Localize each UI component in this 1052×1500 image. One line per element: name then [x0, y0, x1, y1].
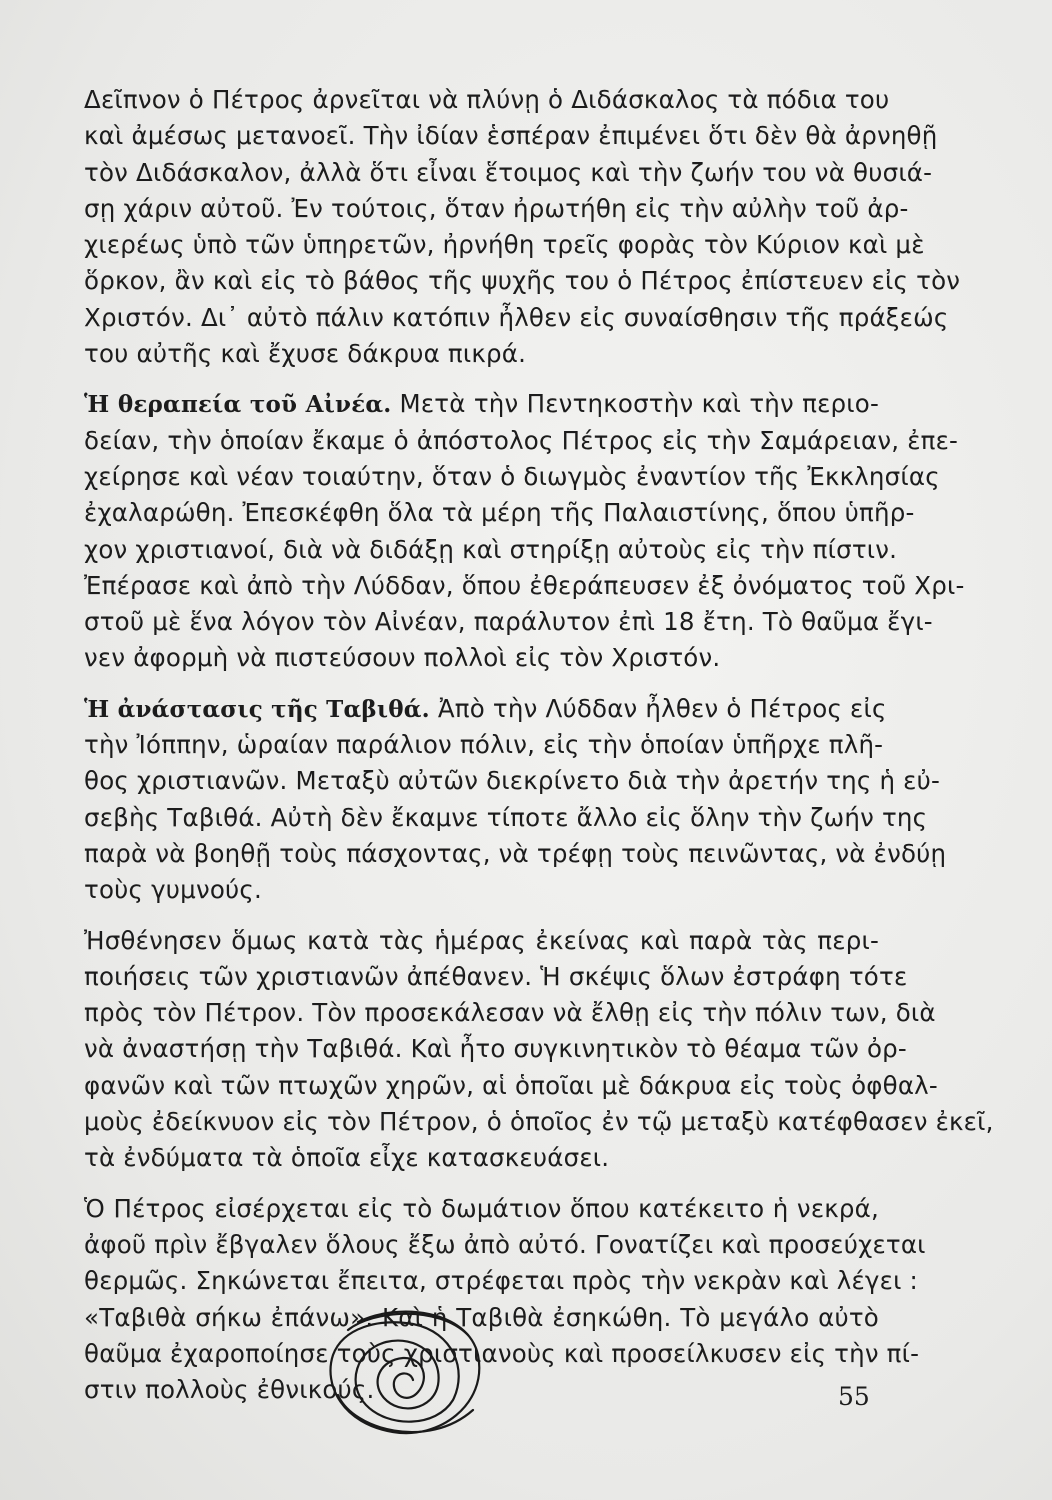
- text-line: τὴν Ἰόππην, ὡραίαν παράλιον πόλιν, εἰς τὴν ὁποίαν ὑπῆρχε πλῆ-: [84, 730, 884, 760]
- section-aineas: [84, 386, 965, 676]
- first-line-text: Ἀπὸ τὴν Λύδδαν ἦλθεν ὁ Πέτρος εἰς: [437, 693, 887, 723]
- text-line: Ἠσθένησεν ὅμως κατὰ τὰς ἡμέρας ἐκείνας καὶ παρὰ τὰς περι-: [84, 925, 879, 955]
- section-heading-aineas: Ἡ θεραπεία τοῦ Αἰνέα.: [84, 391, 392, 419]
- text-line: νὰ ἀναστήσῃ τὴν Ταβιθά. Καὶ ἦτο συγκινητικὸν τὸ θέαμα τῶν ὀρ-: [84, 1034, 907, 1064]
- text-line: παρὰ νὰ βοηθῇ τοὺς πάσχοντας, νὰ τρέφῃ τοὺς πεινῶντας, νὰ ἐνδύῃ: [84, 838, 947, 868]
- section-tabitha: [84, 691, 947, 909]
- text-line: του αὐτῆς καὶ ἔχυσε δάκρυα πικρά.: [84, 339, 527, 369]
- text-line: σῃ χάριν αὐτοῦ. Ἐν τούτοις, ὅταν ἠρωτήθη εἰς τὴν αὐλὴν τοῦ ἀρ-: [84, 193, 909, 223]
- page-number: 55: [838, 1382, 870, 1411]
- text-line: θερμῶς. Σηκώνεται ἔπειτα, στρέφεται πρὸς τὴν νεκρὰν καὶ λέγει :: [84, 1266, 919, 1296]
- text-line: «Ταβιθὰ σήκω ἐπάνω». Καὶ ἡ Ταβιθὰ ἐσηκώθη. Τὸ μεγάλο αὐτὸ: [84, 1302, 879, 1332]
- text-line: [84, 386, 879, 422]
- text-line: [84, 691, 887, 727]
- text-line: φανῶν καὶ τῶν πτωχῶν χηρῶν, αἱ ὁποῖαι μὲ δάκρυα εἰς τοὺς ὀφθαλ-: [84, 1070, 938, 1100]
- text-line: νεν ἀφορμὴ νὰ πιστεύσουν πολλοὶ εἰς τὸν Χριστόν.: [84, 643, 721, 673]
- text-line: Ἐπέρασε καὶ ἀπὸ τὴν Λύδδαν, ὅπου ἐθεράπευσεν ἐξ ὀνόματος τοῦ Χρι-: [84, 570, 965, 600]
- text-line: θος χριστιανῶν. Μεταξὺ αὐτῶν διεκρίνετο διὰ τὴν ἀρετήν της ἡ εὐ-: [84, 766, 941, 796]
- text-line: χείρησε καὶ νέαν τοιαύτην, ὅταν ὁ διωγμὸς ἐναντίον τῆς Ἐκκλησίας: [84, 461, 940, 491]
- text-line: στιν πολλοὺς ἐθνικούς.: [84, 1375, 375, 1405]
- text-line: Δεῖπνον ὁ Πέτρος ἀρνεῖται νὰ πλύνῃ ὁ Διδάσκαλος τὰ πόδια του: [84, 85, 890, 114]
- text-line: δείαν, τὴν ὁποίαν ἔκαμε ὁ ἀπόστολος Πέτρος εἰς τὴν Σαμάρειαν, ἐπε-: [84, 425, 959, 455]
- first-line-text: Μετὰ τὴν Πεντηκοστὴν καὶ τὴν περιο-: [399, 389, 879, 419]
- text-line: τοὺς γυμνούς.: [84, 875, 262, 905]
- text-line: μοὺς ἐδείκνυον εἰς τὸν Πέτρον, ὁ ὁποῖος ἐν τῷ μεταξὺ κατέφθασεν ἐκεῖ,: [84, 1107, 994, 1137]
- text-line: τὰ ἐνδύματα τὰ ὁποῖα εἶχε κατασκευάσει.: [84, 1143, 610, 1173]
- paragraph-peter-denial: [84, 82, 961, 372]
- text-line: σεβὴς Ταβιθά. Αὐτὴ δὲν ἔκαμνε τίποτε ἄλλο εἰς ὅλην τὴν ζωήν της: [84, 802, 928, 832]
- text-line: θαῦμα ἐχαροποίησε τοὺς χριστιανοὺς καὶ προσείλκυσεν εἰς τὴν πί-: [84, 1338, 920, 1368]
- pen-scribble: [318, 1300, 498, 1450]
- text-line: χον χριστιανοί, διὰ νὰ διδάξῃ καὶ στηρίξῃ αὐτοὺς εἰς τὴν πίστιν.: [84, 534, 898, 564]
- text-line: ἀφοῦ πρὶν ἔβγαλεν ὅλους ἔξω ἀπὸ αὐτό. Γονατίζει καὶ προσεύχεται: [84, 1229, 926, 1259]
- text-line: ποιήσεις τῶν χριστιανῶν ἀπέθανεν. Ἡ σκέψις ὅλων ἐστράφη τότε: [84, 961, 908, 991]
- section-heading-tabitha: Ἡ ἀνάστασις τῆς Ταβιθά.: [84, 695, 430, 723]
- text-line: ὅρκον, ἂν καὶ εἰς τὸ βάθος τῆς ψυχῆς του ὁ Πέτρος ἐπίστευεν εἰς τὸν: [84, 266, 961, 296]
- text-line: στοῦ μὲ ἕνα λόγον τὸν Αἰνέαν, παράλυτον ἐπὶ 18 ἔτη. Τὸ θαῦμα ἔγι-: [84, 607, 933, 637]
- text-line: Ὁ Πέτρος εἰσέρχεται εἰς τὸ δωμάτιον ὅπου κατέκειτο ἡ νεκρά,: [84, 1193, 879, 1223]
- text-line: ἐχαλαρώθη. Ἐπεσκέφθη ὅλα τὰ μέρη τῆς Παλαιστίνης, ὅπου ὑπῆρ-: [84, 498, 915, 528]
- text-block: [84, 82, 994, 1408]
- paragraph-illness: [84, 923, 994, 1177]
- text-line: χιερέως ὑπὸ τῶν ὑπηρετῶν, ἠρνήθη τρεῖς φορὰς τὸν Κύριον καὶ μὲ: [84, 230, 925, 260]
- text-line: Χριστόν. Δι᾽ αὐτὸ πάλιν κατόπιν ἦλθεν εἰς συναίσθησιν τῆς πράξεώς: [84, 302, 949, 332]
- text-line: τὸν Διδάσκαλον, ἀλλὰ ὅτι εἶναι ἕτοιμος καὶ τὴν ζωήν του νὰ θυσιά-: [84, 157, 933, 187]
- text-line: πρὸς τὸν Πέτρον. Τὸν προσεκάλεσαν νὰ ἔλθῃ εἰς τὴν πόλιν των, διὰ: [84, 998, 936, 1028]
- text-line: καὶ ἀμέσως μετανοεῖ. Τὴν ἰδίαν ἑσπέραν ἐπιμένει ὅτι δὲν θὰ ἀρνηθῇ: [84, 121, 938, 151]
